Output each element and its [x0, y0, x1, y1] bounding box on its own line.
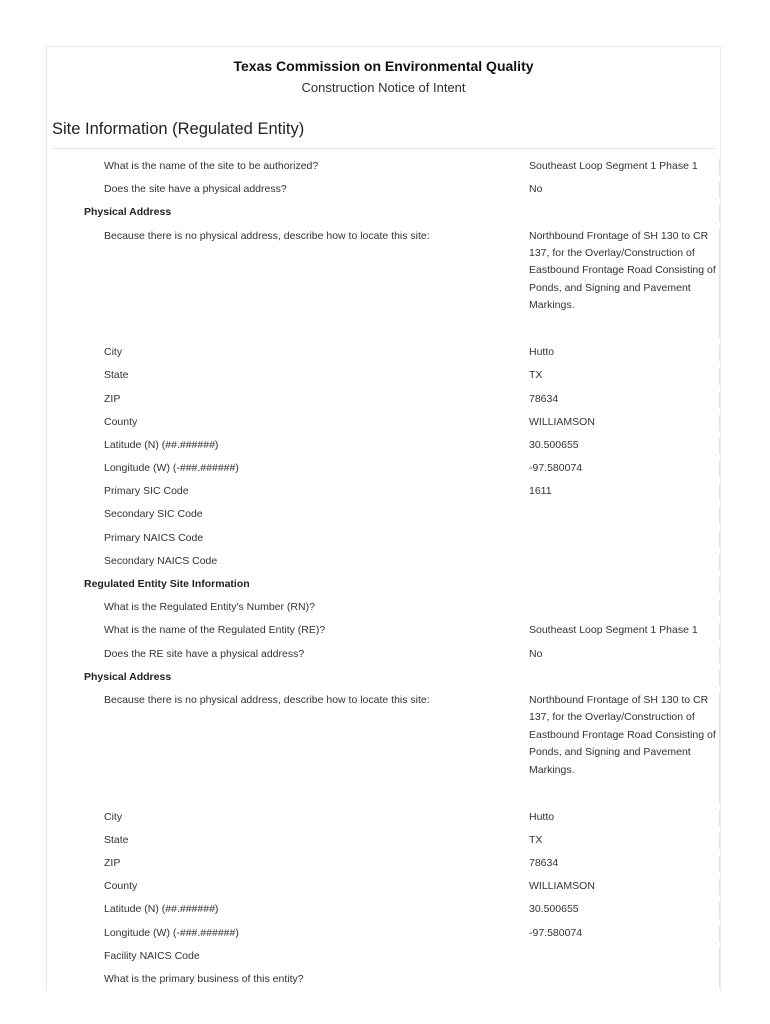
field-label: What is the Regulated Entity's Number (RN)?	[104, 601, 315, 614]
field-row	[47, 503, 720, 526]
field-label: Secondary SIC Code	[104, 508, 203, 521]
field-row	[47, 480, 720, 503]
field-row	[47, 829, 720, 852]
field-label: Does the site have a physical address?	[104, 183, 287, 196]
field-value: Hutto	[529, 346, 555, 359]
field-value: TX	[529, 369, 543, 382]
field-label: Does the RE site have a physical address?	[104, 647, 305, 660]
field-label: County	[104, 880, 138, 893]
field-row	[47, 852, 720, 875]
field-label: What is the name of the site to be authorized?	[104, 160, 319, 172]
field-row	[47, 411, 720, 434]
section-heading: Site Information (Regulated Entity)	[52, 120, 305, 138]
field-row	[47, 806, 720, 829]
group-heading: Regulated Entity Site Information	[84, 578, 250, 591]
field-label: State	[104, 369, 129, 382]
field-value: No	[529, 183, 543, 196]
field-label: Facility NAICS Code	[104, 949, 200, 962]
field-row	[47, 155, 720, 178]
field-label: Because there is no physical address, describe how to locate this site:	[104, 693, 430, 706]
field-value: WILLIAMSON	[529, 415, 595, 428]
field-label: ZIP	[104, 392, 121, 405]
field-label: Primary SIC Code	[104, 485, 189, 498]
field-row	[47, 643, 720, 666]
field-row	[47, 922, 720, 945]
field-row	[47, 596, 720, 619]
field-value: Northbound Frontage of SH 130 to CR 137, for the Overlay/Construction of Eastbound Frontage Road Consisting of Ponds, and Signing and Pavement Markings.	[529, 693, 716, 776]
field-label: State	[104, 833, 129, 846]
field-value: 78634	[529, 856, 559, 869]
field-label: What is the primary business of this entity?	[104, 972, 304, 985]
field-row	[47, 550, 720, 573]
group-heading-row	[47, 201, 720, 224]
field-value: 30.500655	[529, 903, 579, 916]
field-row	[47, 945, 720, 968]
field-list	[47, 155, 720, 991]
field-row	[47, 898, 720, 921]
field-label: Primary NAICS Code	[104, 531, 204, 544]
document-subtitle: Construction Notice of Intent	[301, 80, 466, 95]
field-row	[47, 364, 720, 387]
field-label: ZIP	[104, 856, 121, 869]
field-value: 78634	[529, 392, 559, 405]
field-value: Hutto	[529, 810, 555, 823]
field-value: 30.500655	[529, 438, 579, 451]
field-row	[47, 968, 720, 991]
field-row	[47, 527, 720, 550]
field-label: Because there is no physical address, describe how to locate this site:	[104, 229, 430, 242]
field-value: -97.580074	[529, 926, 583, 939]
field-row	[47, 225, 720, 342]
group-heading-row	[47, 573, 720, 596]
field-label: Latitude (N) (##.######)	[104, 438, 219, 451]
field-row	[47, 457, 720, 480]
field-value: Southeast Loop Segment 1 Phase 1	[529, 160, 698, 172]
field-value: Southeast Loop Segment 1 Phase 1	[529, 624, 698, 637]
field-label: City	[104, 810, 123, 823]
field-row	[47, 689, 720, 806]
field-value: TX	[529, 833, 543, 846]
field-value: 1611	[529, 485, 552, 498]
field-label: City	[104, 346, 123, 359]
document-title: Texas Commission on Environmental Quality	[233, 58, 534, 74]
field-value: No	[529, 647, 543, 660]
field-value: WILLIAMSON	[529, 880, 595, 893]
field-label: Secondary NAICS Code	[104, 554, 218, 567]
field-value: -97.580074	[529, 462, 583, 475]
field-label: Latitude (N) (##.######)	[104, 903, 219, 916]
group-heading: Physical Address	[84, 206, 172, 219]
right-border-line	[719, 947, 720, 987]
field-row	[47, 388, 720, 411]
field-row	[47, 434, 720, 457]
field-value: Northbound Frontage of SH 130 to CR 137, for the Overlay/Construction of Eastbound Frontage Road Consisting of Ponds, and Signing and Pavement Markings.	[529, 229, 716, 312]
field-label: Longitude (W) (-###.######)	[104, 926, 239, 939]
form-sheet	[46, 46, 721, 991]
field-label: What is the name of the Regulated Entity (RE)?	[104, 624, 326, 637]
group-heading: Physical Address	[84, 670, 172, 683]
field-row	[47, 178, 720, 201]
field-row	[47, 341, 720, 364]
section-divider	[52, 148, 716, 149]
field-label: Longitude (W) (-###.######)	[104, 462, 239, 475]
field-row	[47, 875, 720, 898]
group-heading-row	[47, 666, 720, 689]
field-label: County	[104, 415, 138, 428]
field-row	[47, 619, 720, 642]
